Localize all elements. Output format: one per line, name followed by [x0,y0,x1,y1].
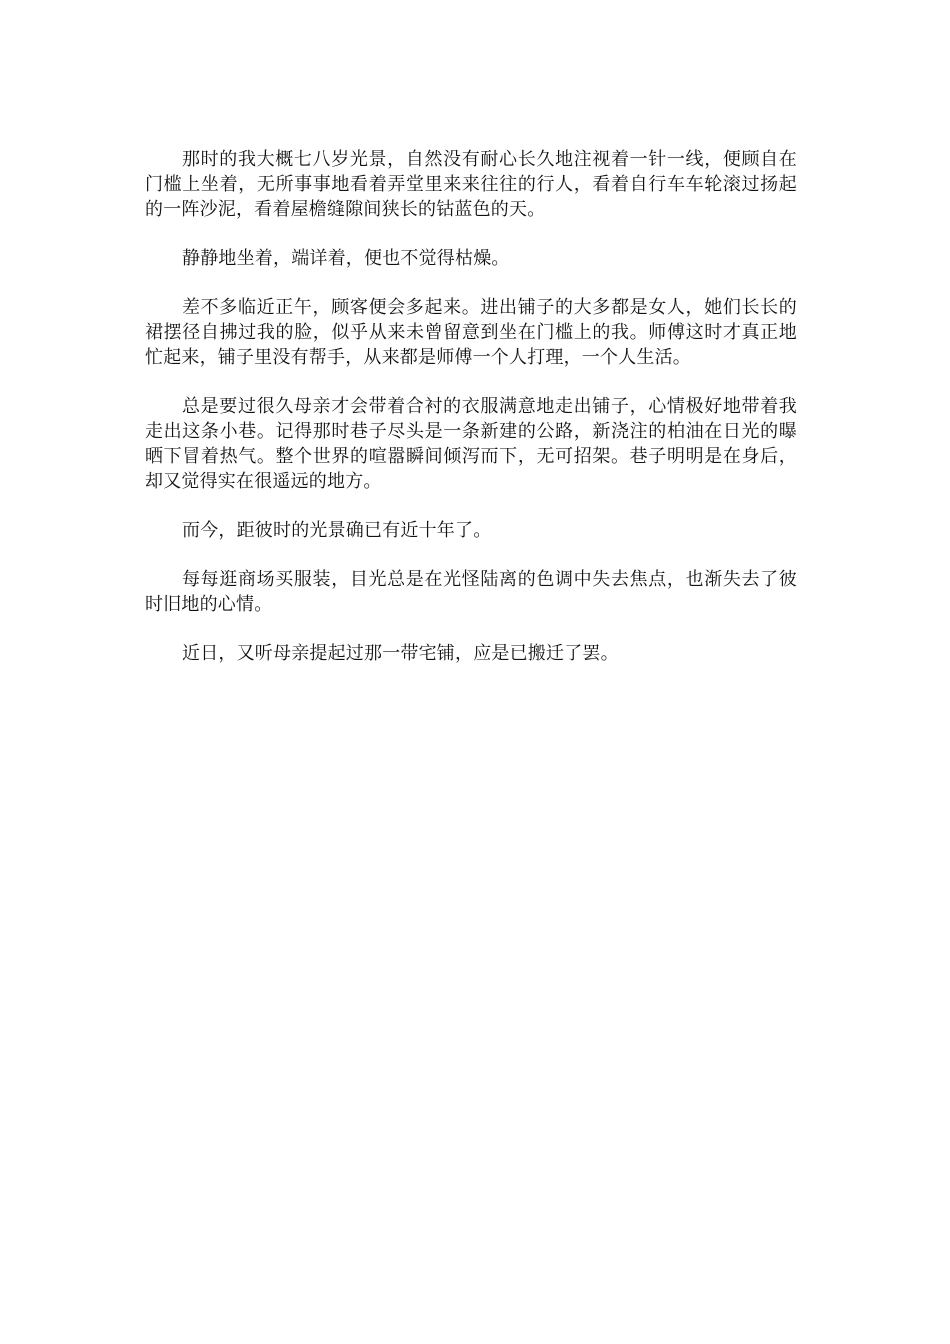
document-body [145,147,797,690]
paragraph-4: 总是要过很久母亲才会带着合衬的衣服满意地走出铺子，心情极好地带着我走出这条小巷。记得那时巷子尽头是一条新建的公路，新浇注的柏油在日光的曝晒下冒着热气。整个世界的喧嚣瞬间倾泻而下，无可招架。巷子明明是在身后，却又觉得实在很遥远的地方。 [145,396,797,492]
paragraph-3: 差不多临近正午，顾客便会多起来。进出铺子的大多都是女人，她们长长的裙摆径自拂过我的脸，似乎从来未曾留意到坐在门槛上的我。师傅这时才真正地忙起来，铺子里没有帮手，从来都是师傅一个人打理，一个人生活。 [145,297,797,368]
paragraph-2: 静静地坐着，端详着，便也不觉得枯燥。 [182,248,510,269]
paragraph-1: 那时的我大概七八岁光景，自然没有耐心长久地注视着一针一线，便顾自在门槛上坐着，无所事事地看着弄堂里来来往往的行人，看着自行车车轮滚过扬起的一阵沙泥，看着屋檐缝隙间狭长的钴蓝色的天。 [145,149,797,220]
paragraph-7: 近日，又听母亲提起过那一带宅铺，应是已搬迁了罢。 [182,643,619,664]
paragraph-5: 而今，距彼时的光景确已有近十年了。 [182,520,492,541]
paragraph-6: 每每逛商场买服装，目光总是在光怪陆离的色调中失去焦点，也渐失去了彼时旧地的心情。 [145,569,797,615]
